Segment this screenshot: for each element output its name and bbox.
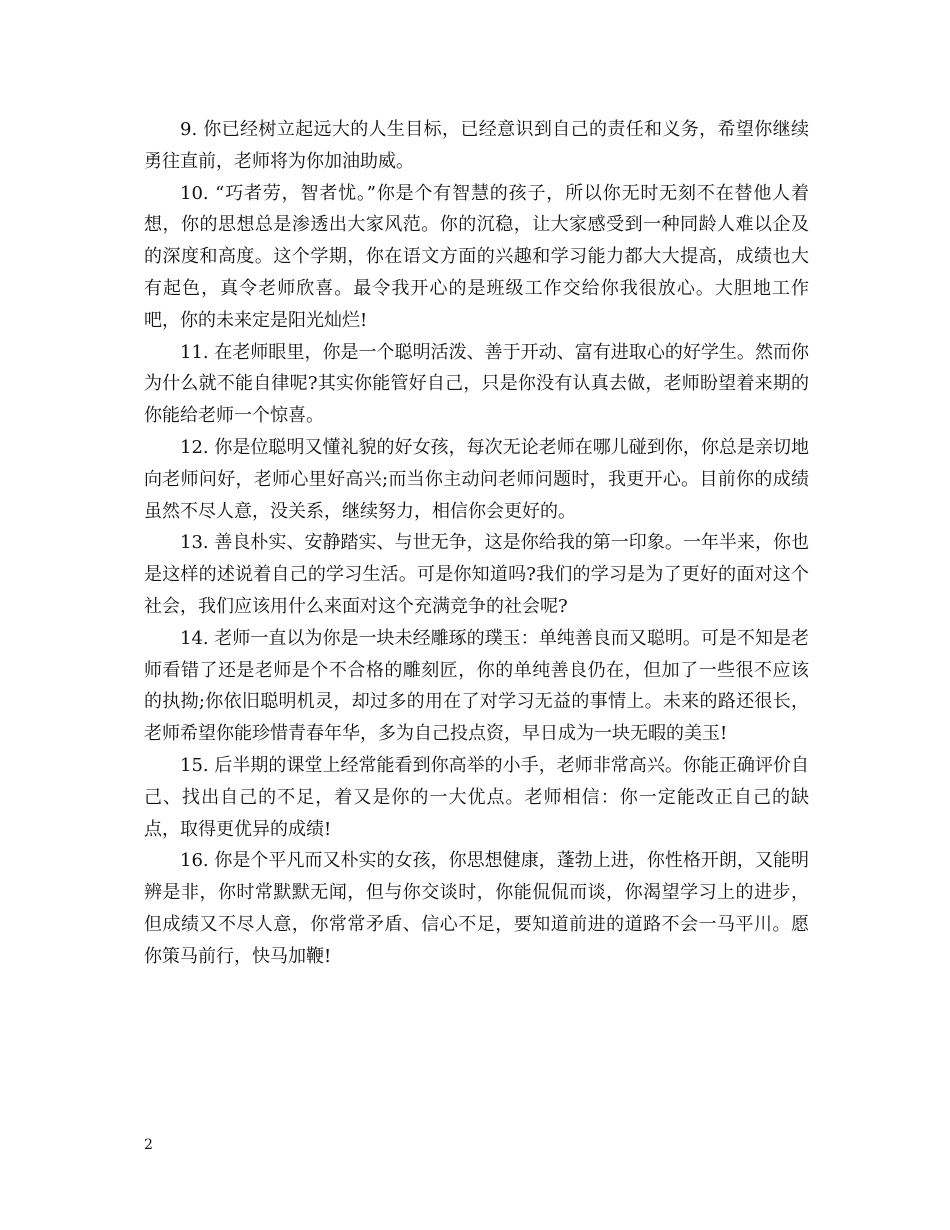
document-body — [144, 114, 809, 973]
paragraph-13: 13. 善良朴实、安静踏实、与世无争，这是你给我的第一印象。一年半来，你也是这样的述说着自己的学习生活。可是你知道吗?我们的学习是为了更好的面对这个社会，我们应该用什么来面对这个充满竞争的社会呢? — [144, 532, 809, 617]
paragraph-10: 10. “巧者劳，智者忧。”你是个有智慧的孩子，所以你无时无刻不在替他人着想，你的思想总是渗透出大家风范。你的沉稳，让大家感受到一种同龄人难以企及的深度和高度。这个学期，你在语文方面的兴趣和学习能力都大大提高，成绩也大有起色，真令老师欣喜。最令我开心的是班级工作交给你我很放心。大胆地工作吧，你的未来定是阳光灿烂! — [144, 182, 809, 331]
paragraph-11: 11. 在老师眼里，你是一个聪明活泼、善于开动、富有进取心的好学生。然而你为什么就不能自律呢?其实你能管好自己，只是你没有认真去做，老师盼望着来期的你能给老师一个惊喜。 — [144, 341, 809, 427]
paragraph-9: 9. 你已经树立起远大的人生目标，已经意识到自己的责任和义务，希望你继续勇往直前，老师将为你加油助威。 — [144, 119, 809, 172]
paragraph-14: 14. 老师一直以为你是一块未经雕琢的璞玉：单纯善良而又聪明。可是不知是老师看错了还是老师是个不合格的雕刻匠，你的单纯善良仍在，但加了一些很不应该的执拗;你依旧聪明机灵，却过多的用在了对学习无益的事情上。未来的路还很长，老师希望你能珍惜青春年华，多为自己投点资，早日成为一块无暇的美玉! — [144, 627, 809, 745]
paragraph-15: 15. 后半期的课堂上经常能看到你高举的小手，老师非常高兴。你能正确评价自己、找出自己的不足，着又是你的一大优点。老师相信：你一定能改正自己的缺点，取得更优异的成绩! — [144, 754, 809, 840]
page-number: 2 — [144, 1137, 153, 1153]
paragraph-12: 12. 你是位聪明又懂礼貌的好女孩，每次无论老师在哪儿碰到你，你总是亲切地向老师问好，老师心里好高兴;而当你主动问老师问题时，我更开心。目前你的成绩虽然不尽人意，没关系，继续努力，相信你会更好的。 — [144, 436, 809, 522]
paragraph-16: 16. 你是个平凡而又朴实的女孩，你思想健康，蓬勃上进，你性格开朗，又能明辨是非，你时常默默无闻，但与你交谈时，你能侃侃而谈，你渴望学习上的进步，但成绩又不尽人意，你常常矛盾、信心不足，要知道前进的道路不会一马平川。愿你策马前行，快马加鞭! — [144, 850, 809, 967]
